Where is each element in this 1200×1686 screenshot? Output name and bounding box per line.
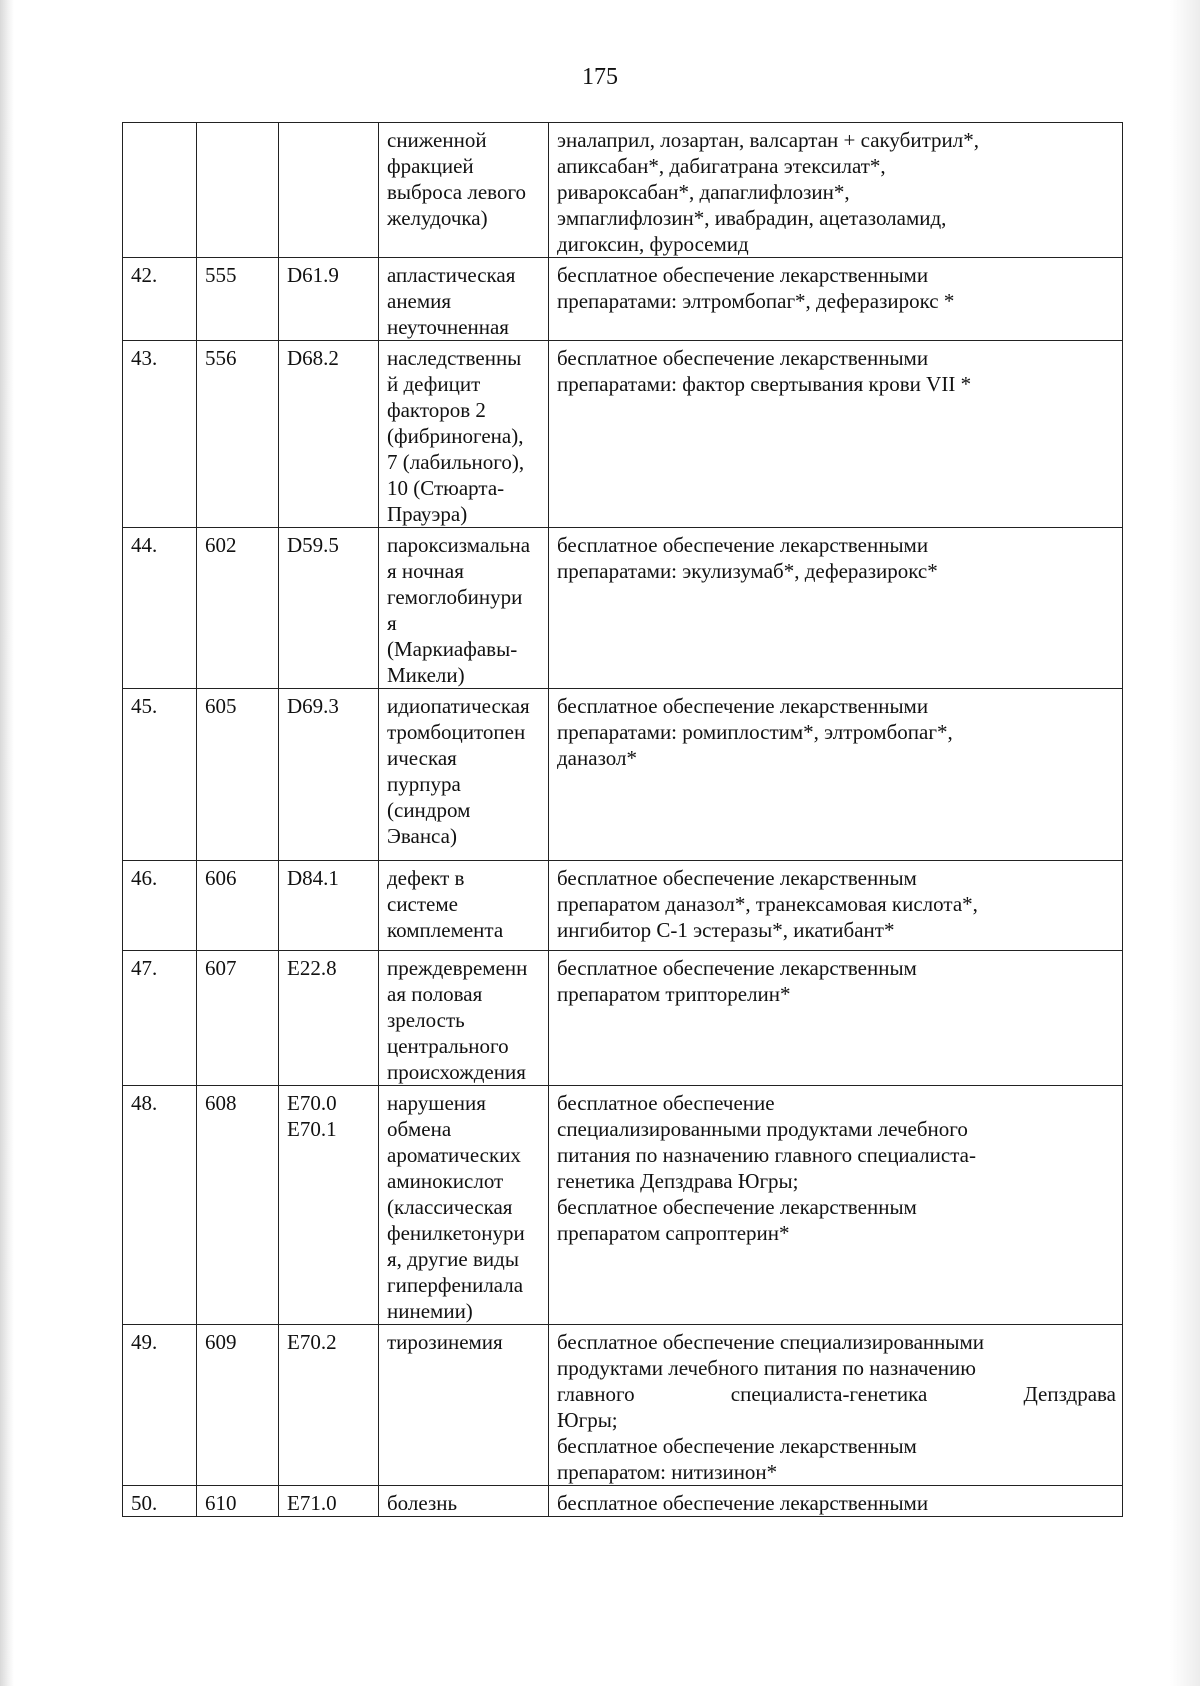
provision-line: препаратами: экулизумаб*, деферазирокс* xyxy=(557,559,938,583)
diagnosis-line: Микели) xyxy=(387,663,465,687)
table-row xyxy=(123,1325,1123,1486)
row-number-cell xyxy=(123,528,197,689)
row-number: 45. xyxy=(131,694,158,718)
icd-code: D59.5 xyxy=(287,533,339,557)
provision-line: апиксабан*, дабигатрана этексилат*, xyxy=(557,154,886,178)
diagnosis-line: комплемента xyxy=(387,918,504,942)
diagnosis-line: я ночная xyxy=(387,559,464,583)
provision-line: препаратами: фактор свертывания крови VII * xyxy=(557,372,972,396)
diagnosis-line: ая половая xyxy=(387,982,483,1006)
diagnosis-line: Прауэра) xyxy=(387,502,468,526)
diagnosis-line: ароматических xyxy=(387,1143,521,1167)
table-row xyxy=(123,1486,1123,1517)
icd-cell xyxy=(279,951,379,1086)
scan-left-edge xyxy=(0,0,14,1686)
code-cell xyxy=(197,123,279,258)
diagnosis-line: тромбоцитопен xyxy=(387,720,526,744)
icd-code: E22.8 xyxy=(287,956,337,980)
code-cell xyxy=(197,1325,279,1486)
row-code: 556 xyxy=(205,346,237,370)
diagnosis-line: пароксизмальна xyxy=(387,533,531,557)
row-code: 606 xyxy=(205,866,237,890)
diagnosis-line: центрального xyxy=(387,1034,509,1058)
diagnosis-cell xyxy=(379,123,549,258)
provision-cell xyxy=(549,1486,1123,1517)
diagnosis-cell xyxy=(379,341,549,528)
provision-cell xyxy=(549,861,1123,951)
icd-cell xyxy=(279,1325,379,1486)
diagnosis-line: 10 (Стюарта- xyxy=(387,476,505,500)
diagnosis-line: идиопатическая xyxy=(387,694,530,718)
provision-cell xyxy=(549,341,1123,528)
table-row xyxy=(123,951,1123,1086)
diagnosis-line: фракцией xyxy=(387,154,474,178)
diagnosis-cell xyxy=(379,258,549,341)
diagnosis-line: гемоглобинури xyxy=(387,585,523,609)
table-row xyxy=(123,258,1123,341)
diagnosis-cell xyxy=(379,861,549,951)
provision-line: препаратами: ромиплостим*, элтромбопаг*, xyxy=(557,720,953,744)
provision-line: бесплатное обеспечение специализированными xyxy=(557,1330,985,1354)
diagnosis-line: происхождения xyxy=(387,1060,526,1084)
diagnosis-line: аминокислот xyxy=(387,1169,504,1193)
diagnosis-line: я xyxy=(387,611,397,635)
diagnosis-line: сниженной xyxy=(387,128,487,152)
diagnosis-line: тирозинемия xyxy=(387,1330,503,1354)
diagnosis-line: болезнь xyxy=(387,1491,458,1515)
row-number-cell xyxy=(123,1325,197,1486)
row-code: 605 xyxy=(205,694,237,718)
diagnosis-line: й дефицит xyxy=(387,372,481,396)
provision-line: бесплатное обеспечение xyxy=(557,1091,775,1115)
provision-line: бесплатное обеспечение лекарственным xyxy=(557,1434,917,1458)
provision-line: бесплатное обеспечение лекарственным xyxy=(557,1195,917,1219)
provision-line: препаратом сапроптерин* xyxy=(557,1221,790,1245)
provision-cell xyxy=(549,123,1123,258)
row-number-cell xyxy=(123,689,197,861)
provision-line: главного специалиста-генетика Депздрава xyxy=(557,1382,1116,1406)
row-number: 47. xyxy=(131,956,158,980)
icd-cell xyxy=(279,689,379,861)
icd-code: D68.2 xyxy=(287,346,339,370)
provision-line: бесплатное обеспечение лекарственными xyxy=(557,346,929,370)
icd-cell xyxy=(279,528,379,689)
table-row xyxy=(123,123,1123,258)
row-number: 42. xyxy=(131,263,158,287)
table-row xyxy=(123,528,1123,689)
diagnosis-line: анемия xyxy=(387,289,452,313)
row-code: 607 xyxy=(205,956,237,980)
code-cell xyxy=(197,258,279,341)
diagnosis-line: выброса левого xyxy=(387,180,527,204)
provision-line: эмпаглифлозин*, ивабрадин, ацетазоламид, xyxy=(557,206,947,230)
provision-cell xyxy=(549,258,1123,341)
icd-code: D61.9 xyxy=(287,263,339,287)
diagnosis-line: обмена xyxy=(387,1117,452,1141)
provision-cell xyxy=(549,951,1123,1086)
code-cell xyxy=(197,689,279,861)
provision-line: специализированными продуктами лечебного xyxy=(557,1117,968,1141)
row-code: 608 xyxy=(205,1091,237,1115)
provision-line: препаратом даназол*, транексамовая кислота*, xyxy=(557,892,978,916)
provision-cell xyxy=(549,528,1123,689)
row-number-cell xyxy=(123,123,197,258)
icd-code: E70.1 xyxy=(287,1117,337,1141)
diagnosis-line: (классическая xyxy=(387,1195,513,1219)
provision-line: бесплатное обеспечение лекарственными xyxy=(557,533,929,557)
provision-line: бесплатное обеспечение лекарственным xyxy=(557,866,917,890)
row-code: 610 xyxy=(205,1491,237,1515)
diagnosis-line: гиперфенилала xyxy=(387,1273,524,1297)
diagnosis-line: ическая xyxy=(387,746,457,770)
provision-line: дигоксин, фуросемид xyxy=(557,232,749,256)
icd-cell xyxy=(279,123,379,258)
diagnosis-line: неуточненная xyxy=(387,315,509,339)
provision-line: Югры; xyxy=(557,1408,618,1432)
icd-cell xyxy=(279,1486,379,1517)
diagnosis-cell xyxy=(379,1086,549,1325)
row-number: 43. xyxy=(131,346,158,370)
diagnosis-line: (синдром xyxy=(387,798,471,822)
provision-line: питания по назначению главного специалиста- xyxy=(557,1143,976,1167)
code-cell xyxy=(197,1486,279,1517)
diagnosis-cell xyxy=(379,528,549,689)
code-cell xyxy=(197,528,279,689)
code-cell xyxy=(197,951,279,1086)
provision-cell xyxy=(549,1325,1123,1486)
diagnosis-line: апластическая xyxy=(387,263,516,287)
row-number-cell xyxy=(123,258,197,341)
table-row xyxy=(123,861,1123,951)
diagnosis-line: нарушения xyxy=(387,1091,486,1115)
row-number: 44. xyxy=(131,533,158,557)
provision-line: эналаприл, лозартан, валсартан + сакубитрил*, xyxy=(557,128,979,152)
drug-provision-table xyxy=(122,122,1123,1517)
diagnosis-line: факторов 2 xyxy=(387,398,486,422)
table-row xyxy=(123,341,1123,528)
icd-cell xyxy=(279,1086,379,1325)
code-cell xyxy=(197,1086,279,1325)
icd-cell xyxy=(279,258,379,341)
row-code: 602 xyxy=(205,533,237,557)
icd-code: D69.3 xyxy=(287,694,339,718)
row-number-cell xyxy=(123,341,197,528)
provision-line: препаратом трипторелин* xyxy=(557,982,791,1006)
diagnosis-line: желудочка) xyxy=(387,206,488,230)
diagnosis-line: я, другие виды xyxy=(387,1247,519,1271)
diagnosis-line: Эванса) xyxy=(387,824,457,848)
provision-line: ривароксабан*, дапаглифлозин*, xyxy=(557,180,850,204)
provision-cell xyxy=(549,689,1123,861)
diagnosis-cell xyxy=(379,1325,549,1486)
row-code: 555 xyxy=(205,263,237,287)
row-number-cell xyxy=(123,1086,197,1325)
code-cell xyxy=(197,341,279,528)
provision-line: даназол* xyxy=(557,746,637,770)
provision-line: генетика Депздрава Югры; xyxy=(557,1169,799,1193)
scan-right-edge xyxy=(1170,0,1200,1686)
provision-cell xyxy=(549,1086,1123,1325)
row-number-cell xyxy=(123,1486,197,1517)
provision-line: препаратом: нитизинон* xyxy=(557,1460,778,1484)
diagnosis-line: системе xyxy=(387,892,458,916)
table-row xyxy=(123,689,1123,861)
provision-line: бесплатное обеспечение лекарственным xyxy=(557,956,917,980)
provision-line: ингибитор С-1 эстеразы*, икатибант* xyxy=(557,918,895,942)
provision-line: препаратами: элтромбопаг*, деферазирокс * xyxy=(557,289,955,313)
diagnosis-line: дефект в xyxy=(387,866,465,890)
diagnosis-line: нинемии) xyxy=(387,1299,473,1323)
row-number-cell xyxy=(123,861,197,951)
icd-code: E71.0 xyxy=(287,1491,337,1515)
diagnosis-line: (Маркиафавы- xyxy=(387,637,518,661)
row-number-cell xyxy=(123,951,197,1086)
diagnosis-line: зрелость xyxy=(387,1008,465,1032)
row-code: 609 xyxy=(205,1330,237,1354)
icd-cell xyxy=(279,861,379,951)
diagnosis-line: преждевременн xyxy=(387,956,528,980)
diagnosis-line: фенилкетонури xyxy=(387,1221,525,1245)
icd-code: E70.0 xyxy=(287,1091,337,1115)
row-number: 50. xyxy=(131,1491,158,1515)
provision-line: продуктами лечебного питания по назначению xyxy=(557,1356,976,1380)
row-number: 49. xyxy=(131,1330,158,1354)
diagnosis-line: 7 (лабильного), xyxy=(387,450,525,474)
page-number: 175 xyxy=(582,64,618,90)
provision-line: бесплатное обеспечение лекарственными xyxy=(557,694,929,718)
diagnosis-cell xyxy=(379,1486,549,1517)
icd-code: D84.1 xyxy=(287,866,339,890)
row-number: 48. xyxy=(131,1091,158,1115)
diagnosis-line: наследственны xyxy=(387,346,522,370)
diagnosis-cell xyxy=(379,689,549,861)
icd-code: E70.2 xyxy=(287,1330,337,1354)
code-cell xyxy=(197,861,279,951)
diagnosis-line: (фибриногена), xyxy=(387,424,524,448)
icd-cell xyxy=(279,341,379,528)
diagnosis-cell xyxy=(379,951,549,1086)
table-row xyxy=(123,1086,1123,1325)
provision-line: бесплатное обеспечение лекарственными xyxy=(557,1491,929,1515)
row-number: 46. xyxy=(131,866,158,890)
provision-line: бесплатное обеспечение лекарственными xyxy=(557,263,929,287)
diagnosis-line: пурпура xyxy=(387,772,461,796)
